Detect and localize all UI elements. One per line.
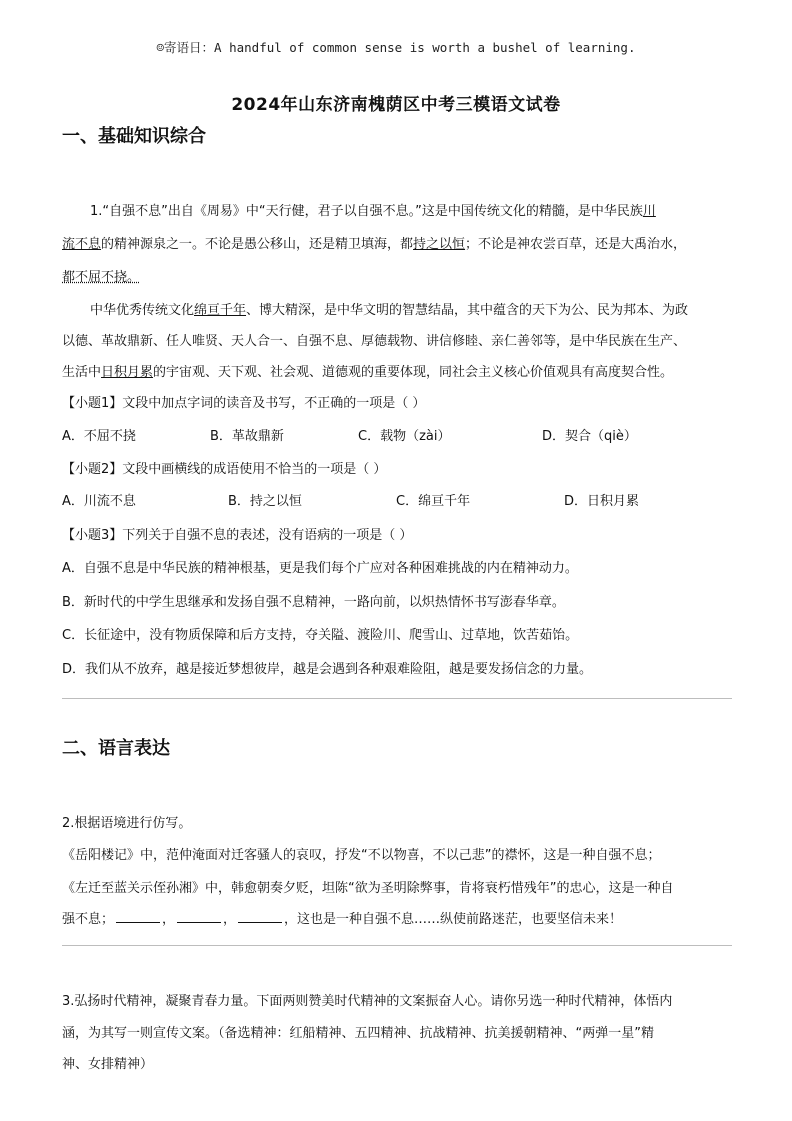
q1-line-2-text-end: ；不论是神农尝百草，还是大禹治水， xyxy=(465,237,687,252)
q3-line-1: 3.弘扬时代精神，凝聚青春力量。下面两则赞美时代精神的文案振奋人心。请你另选一种时代精神，体悟内 xyxy=(62,994,673,1009)
sub2-option-c: C．绵亘千年 xyxy=(396,494,471,509)
q1-line-2 xyxy=(62,233,732,252)
blank-separator: ， xyxy=(223,912,237,927)
section-heading-basics: 一、基础知识综合 xyxy=(62,126,206,147)
sub3-option-c: C．长征途中，没有物质保障和后方支持，夺关隘、渡险川、爬雪山、过草地，饮苦茹饴。 xyxy=(62,628,579,643)
sub1-option-b: B．革故鼎新 xyxy=(210,429,284,444)
section-divider-1 xyxy=(62,698,732,699)
q1-line-4 xyxy=(90,299,760,318)
q1-line-4-text: 中华优秀传统文化 xyxy=(90,303,195,318)
q1-line-1-text: 1.“自强不息”出自《周易》中“天行健，君子以自强不息。”这是中国传统文化的精髓，是中华民族 xyxy=(90,204,643,219)
sub2-option-b: B．持之以恒 xyxy=(228,494,302,509)
subquestion-3: 【小题3】下列关于自强不息的表述，没有语病的一项是（ ） xyxy=(62,528,413,543)
q1-line-4-text-end: 、博大精深，是中华文明的智慧结晶，其中蕴含的天下为公、民为邦本、为政 xyxy=(246,303,689,318)
q1-line-3 xyxy=(62,266,732,285)
q1-line-1 xyxy=(90,200,760,219)
answer-blank-3[interactable] xyxy=(238,910,282,923)
sub3-option-a: A．自强不息是中华民族的精神根基，更是我们每个广应对各种困难挑战的内在精神动力。 xyxy=(62,561,578,576)
underlined-idiom-chizhiyiheng: 持之以恒 xyxy=(413,237,466,252)
answer-blank-2[interactable] xyxy=(177,910,221,923)
section-heading-expression: 二、语言表达 xyxy=(62,738,170,759)
q3-line-3: 神、女排精神） xyxy=(62,1057,154,1072)
q2-line-4-text-end: ，这也是一种自强不息……纵使前路迷茫，也要坚信未来！ xyxy=(284,912,623,927)
sub1-option-a: A．不屈不挠 xyxy=(62,429,136,444)
q3-line-2: 涵，为其写一则宣传文案。（备选精神：红船精神、五四精神、抗战精神、抗美援朝精神、“两弹一星”精 xyxy=(62,1026,654,1041)
sub2-option-a: A．川流不息 xyxy=(62,494,136,509)
underlined-idiom-chuanliu: 川 xyxy=(642,204,656,219)
subquestion-2: 【小题2】文段中画横线的成语使用不恰当的一项是（ ） xyxy=(62,462,387,477)
sub1-option-d: D．契合（qiè） xyxy=(542,429,637,444)
sub1-option-c: C．载物（zài） xyxy=(358,429,451,444)
underlined-idiom-buxi: 流不息 xyxy=(62,237,102,252)
q2-prompt: 2.根据语境进行仿写。 xyxy=(62,816,192,831)
motto-header: ☺寄语日：A handful of common sense is worth a bushel of learning. xyxy=(156,40,636,55)
section-divider-2 xyxy=(62,945,732,946)
page-title: 2024年山东济南槐荫区中考三模语文试卷 xyxy=(231,95,561,115)
blank-separator: ， xyxy=(162,912,176,927)
q1-line-6-text: 生活中 xyxy=(62,365,102,380)
q1-line-2-text: 的精神源泉之一。不论是愚公移山，还是精卫填海，都 xyxy=(101,237,414,252)
q2-line-4-text: 强不息； xyxy=(62,912,115,927)
q1-line-6-text-end: 的宇宙观、天下观、社会观、道德观的重要体现，同社会主义核心价值观具有高度契合性。 xyxy=(153,365,674,380)
sub3-option-d: D．我们从不放弃，越是接近梦想彼岸，越是会遇到各种艰难险阻，越是要发扬信念的力量。 xyxy=(62,662,593,677)
dotted-word-buqubunao: 都不屈不挠。 xyxy=(62,270,141,285)
q1-line-6 xyxy=(62,361,732,380)
q1-line-5: 以德、革故鼎新、任人唯贤、天人合一、自强不息、厚德载物、讲信修睦、亲仁善邻等，是中华民族在生产、 xyxy=(62,334,687,349)
answer-blank-1[interactable] xyxy=(116,910,160,923)
sub2-option-d: D．日积月累 xyxy=(564,494,640,509)
subquestion-1: 【小题1】文段中加点字词的读音及书写，不正确的一项是（ ） xyxy=(62,396,426,411)
underlined-idiom-rijiyuelei: 日积月累 xyxy=(101,365,154,380)
q2-line-3: 《左迁至蓝关示侄孙湘》中，韩愈朝奏夕贬，坦陈“欲为圣明除弊事，肯将衰朽惜残年”的忠心，这是一种自 xyxy=(62,881,674,896)
sub3-option-b: B．新时代的中学生思继承和发扬自强不息精神，一路向前，以炽热情怀书写澎春华章。 xyxy=(62,595,565,610)
q2-line-2: 《岳阳楼记》中，范仲淹面对迁客骚人的哀叹，抒发“不以物喜，不以己悲”的襟怀，这是一种自强不息； xyxy=(62,848,661,863)
q2-line-4 xyxy=(62,908,732,927)
underlined-idiom-miangen: 绵亘千年 xyxy=(194,303,247,318)
